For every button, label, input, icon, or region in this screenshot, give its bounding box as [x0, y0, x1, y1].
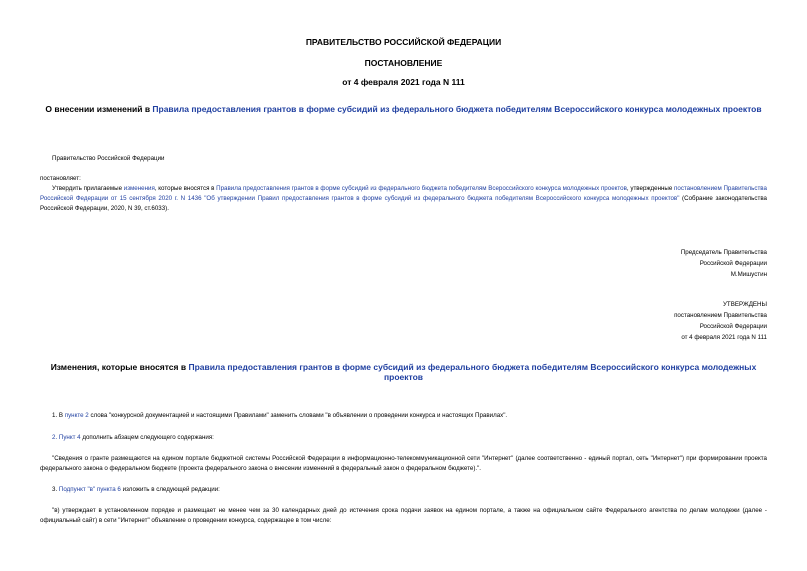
approved-line-2: постановлением Правительства	[674, 312, 767, 319]
approve-text-2: , которые вносятся в	[154, 185, 217, 192]
decree-1436-link[interactable]: постановлением Правительства Российской Федерации от 15 сентября 2020 г. N 1436 "Об утверждении Правил предоставления грантов в форме субсидий из федерального бюджета победителям Всероссийского конкурса молодежных проектов"	[40, 185, 767, 202]
item-3-quote: "в) утверждает в установленном порядке и размещает не менее чем за 30 календарных дней до истечения срока подачи заявок на едином портале, а также на официальном сайте Федерального агентства по делам молодежи (далее - официальный сайт) в сети "Интернет" объявление о проведении конкурса, содержащее в том числе:	[40, 507, 767, 524]
item-3-text-1: 3.	[52, 486, 59, 493]
changes-title	[40, 362, 767, 382]
changes-link[interactable]: изменения	[123, 185, 155, 192]
document-title	[40, 104, 767, 114]
rules-link[interactable]: Правила предоставления грантов в форме субсидий из федерального бюджета победителям Всероссийского конкурса молодежных проектов	[216, 185, 627, 192]
item-3	[52, 485, 767, 495]
item-2	[52, 433, 767, 443]
changes-title-prefix: Изменения, которые вносятся в	[50, 362, 189, 372]
signature-line-2: Российской Федерации	[699, 260, 767, 267]
header-doc-type: ПОСТАНОВЛЕНИЕ	[364, 58, 443, 68]
approve-text-3: , утвержденные	[626, 185, 675, 192]
approve-text-4: (Собрание законодательства Российской Федерации, 2020, N 39, ст.6033).	[40, 195, 767, 212]
item-2-text: дополнить абзацем следующего содержания:	[80, 434, 214, 441]
item-1-point-2-link[interactable]: пункте 2	[64, 412, 89, 419]
title-prefix: О внесении изменений в	[45, 104, 153, 114]
title-rules-link[interactable]: Правила предоставления грантов в форме субсидий из федерального бюджета победителям Всероссийского конкурса молодежных проектов	[152, 104, 762, 114]
signature-block	[681, 247, 767, 280]
item-1-text-2: слова "конкурсной документацией и настоящими Правилами" заменить словами "в объявлении о проведении конкурса и настоящих Правилах".	[88, 412, 508, 419]
approve-text-1: Утвердить прилагаемые	[52, 185, 124, 192]
signature-line-1: Председатель Правительства	[680, 249, 767, 256]
approved-line-1: УТВЕРЖДЕНЫ	[723, 301, 767, 308]
item-1	[52, 411, 767, 421]
header-date-number: от 4 февраля 2021 года N 111	[342, 77, 465, 87]
item-2-point-4-link[interactable]: 2. Пункт 4	[52, 434, 81, 441]
preamble-decree: постановляет:	[40, 175, 81, 182]
preamble-government: Правительство Российской Федерации	[52, 155, 165, 162]
approve-paragraph	[40, 184, 767, 214]
item-1-text-1: 1. В	[52, 412, 65, 419]
item-3-subpoint-link[interactable]: Подпункт "в" пункта 6	[58, 486, 121, 493]
changes-title-rules-link[interactable]: Правила предоставления грантов в форме субсидий из федерального бюджета победителям Всероссийского конкурса молодежных проектов	[188, 362, 757, 382]
item-2-quote: "Сведения о гранте размещаются на едином портале бюджетной системы Российской Федерации в информационно-телекоммуникационной сети "Интернет" (далее соответственно - единый портал, сеть "Интернет") при формировании проекта федерального закона о федеральном бюджете (проекта федерального закона о внесении изменений в федеральный закон о федеральном бюджете).".	[40, 455, 767, 472]
item-3-text-2: изложить в следующей редакции:	[120, 486, 220, 493]
signature-name: М.Мишустин	[730, 271, 767, 278]
approved-line-3: Российской Федерации	[699, 323, 767, 330]
header-government: ПРАВИТЕЛЬСТВО РОССИЙСКОЙ ФЕДЕРАЦИИ	[305, 37, 502, 47]
approved-block	[674, 299, 767, 343]
approved-line-4: от 4 февраля 2021 года N 111	[681, 334, 767, 341]
